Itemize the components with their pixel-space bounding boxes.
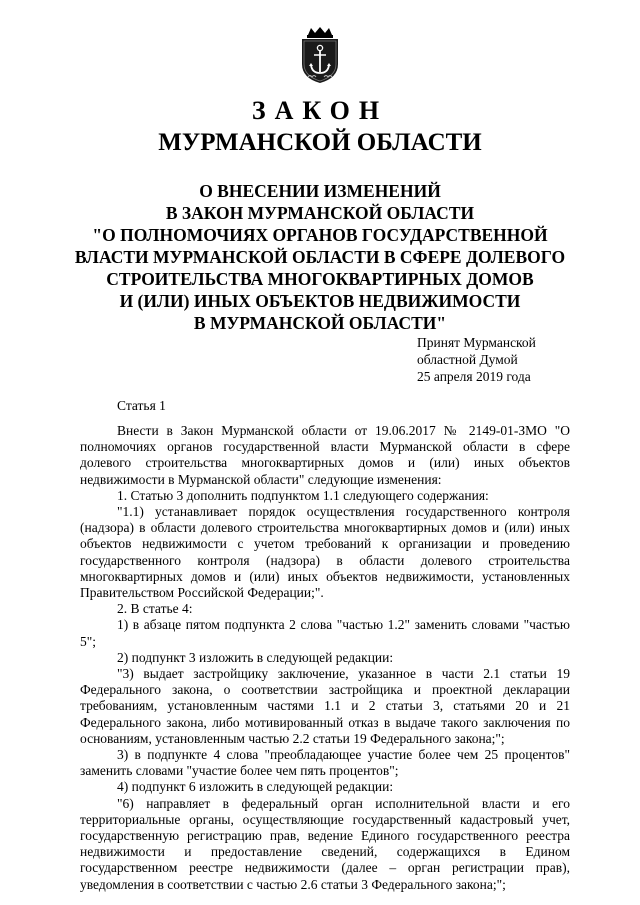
paragraph: 4) подпункт 6 изложить в следующей редакции:: [117, 779, 394, 795]
adoption-line: 25 апреля 2019 года: [417, 369, 531, 384]
coat-of-arms-icon: [298, 26, 342, 84]
title-line: О ВНЕСЕНИИ ИЗМЕНЕНИЙ: [199, 181, 441, 201]
title-line: В МУРМАНСКОЙ ОБЛАСТИ": [193, 313, 447, 333]
law-heading: ЗАКОН: [251, 96, 389, 125]
region-heading: МУРМАНСКОЙ ОБЛАСТИ: [158, 129, 482, 156]
paragraph: 2) подпункт 3 изложить в следующей редакции:: [117, 649, 394, 665]
paragraph: 1) в абзаце пятом подпункта 2 слова "частью 1.2" заменить словами "частью 5";: [80, 617, 570, 649]
title-line: И (ИЛИ) ИНЫХ ОБЪЕКТОВ НЕДВИЖИМОСТИ: [119, 291, 521, 311]
title-line: В ЗАКОН МУРМАНСКОЙ ОБЛАСТИ: [165, 203, 475, 223]
law-title: [60, 180, 580, 334]
paragraph: 1. Статью 3 дополнить подпунктом 1.1 следующего содержания:: [117, 487, 489, 503]
title-line: ВЛАСТИ МУРМАНСКОЙ ОБЛАСТИ В СФЕРЕ ДОЛЕВОГО: [74, 247, 566, 267]
adoption-line: областной Думой: [417, 352, 518, 367]
paragraph: 3) в подпункте 4 слова "преобладающее участие более чем 25 процентов" заменить словами "участие более чем пять процентов";: [80, 747, 570, 779]
paragraph: "1.1) устанавливает порядок осуществления государственного контроля (надзора) в области долевого строительства многоквартирных домов и (или) иных объектов недвижимости с учетом требований к организации и проведению государственного контроля (надзора) в области долевого строительства многоквартирных домов и (или) иных объектов недвижимости, установленных Правительством Российской Федерации;".: [80, 504, 570, 601]
article-heading: Статья 1: [117, 398, 166, 413]
paragraph: Внести в Закон Мурманской области от 19.06.2017 № 2149-01-ЗМО "О полномочиях органов государственной власти Мурманской области в сфере долевого строительства многоквартирных домов и (или) иных объектов недвижимости в Мурманской области" следующие изменения:: [80, 423, 570, 487]
paragraph: "6) направляет в федеральный орган исполнительной власти и его территориальные органы, осуществляющие государственный кадастровый учет, государственную регистрацию прав, ведение Единого государственного реестра недвижимости и предоставление сведений, содержащихся в Едином государственном реестре недвижимости (далее – орган регистрации прав), уведомления в соответствии с частью 2.6 статьи 3 Федерального закона;";: [80, 795, 570, 892]
article-body: [80, 423, 570, 893]
title-line: "О ПОЛНОМОЧИЯХ ОРГАНОВ ГОСУДАРСТВЕННОЙ: [92, 225, 548, 245]
adoption-note: [417, 334, 536, 385]
paragraph: "3) выдает застройщику заключение, указанное в части 2.1 статьи 19 Федерального закона, о соответствии застройщика и проектной декларации требованиям, установленным частями 1.1 и 2 статьи 3, статьями 20 и 21 Федерального закона, либо мотивированный отказ в выдаче такого заключения по основаниям, установленным частью 2.2 статьи 19 Федерального закона;";: [80, 666, 570, 746]
adoption-line: Принят Мурманской: [417, 335, 536, 350]
title-line: СТРОИТЕЛЬСТВА МНОГОКВАРТИРНЫХ ДОМОВ: [106, 269, 534, 289]
paragraph: 2. В статье 4:: [117, 601, 193, 617]
